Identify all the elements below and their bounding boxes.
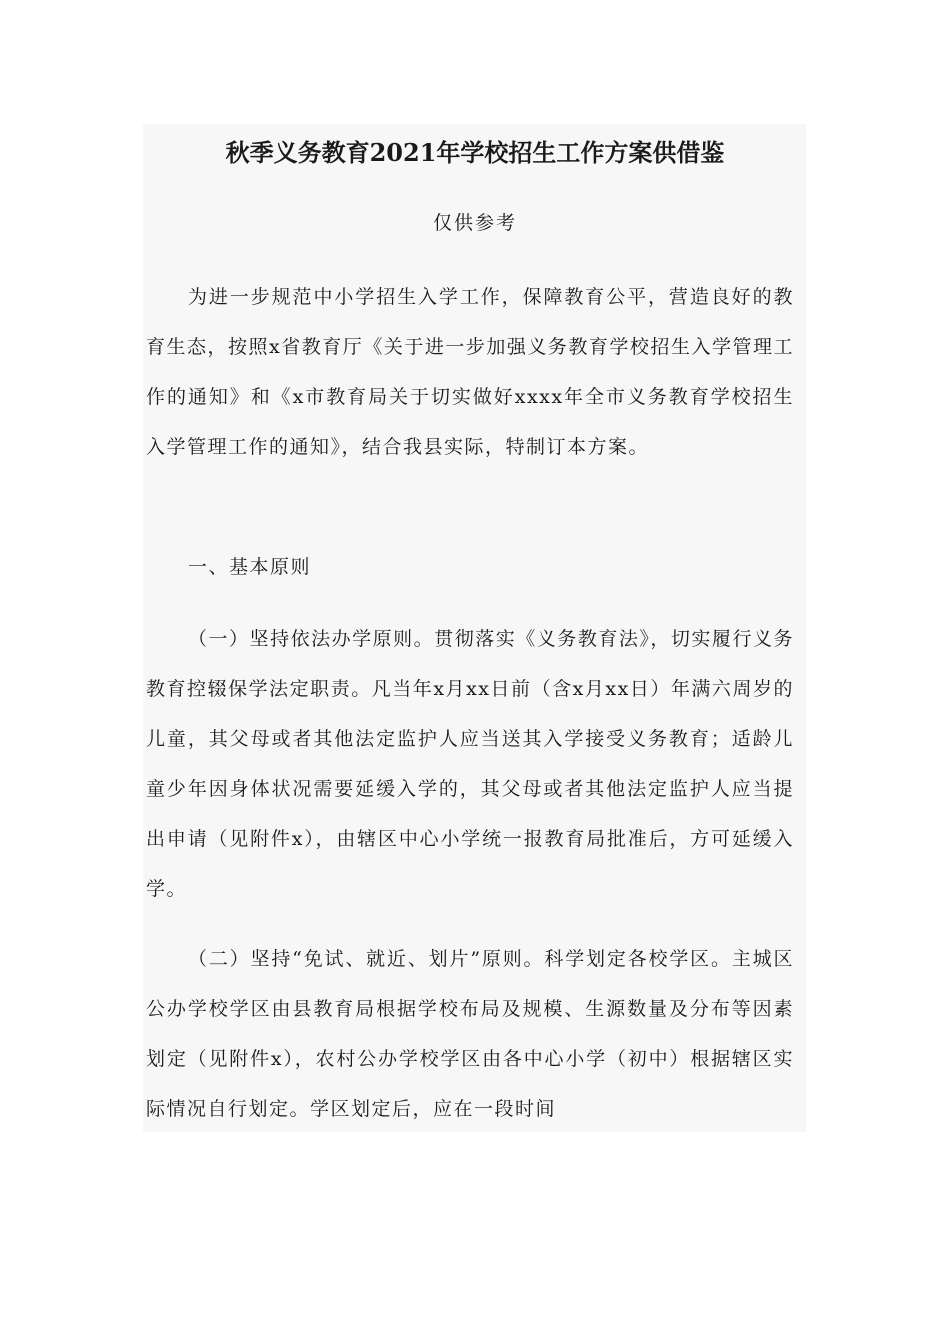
document-subtitle: 仅供参考 [432, 212, 517, 234]
principle-item-1: （一）坚持依法办学原则。贯彻落实《义务教育法》，切实履行义务教育控辍保学法定职责。凡当年x月xx日前（含x月xx日）年满六周岁的儿童，其父母或者其他法定监护人应当送其入学接受义务教育；适龄儿童少年因身体状况需要延缓入学的，其父母或者其他法定监护人应当提出申请（见附件x），由辖区中心小学统一报教育局批准后，方可延缓入学。 [146, 628, 794, 900]
intro-paragraph: 为进一步规范中小学招生入学工作，保障教育公平，营造良好的教育生态，按照x省教育厅《关于进一步加强义务教育学校招生入学管理工作的通知》和《x市教育局关于切实做好xxxx年全市义务教育学校招生入学管理工作的通知》，结合我县实际，特制订本方案。 [146, 286, 794, 458]
section-heading-basic-principles: 一、基本原则 [188, 556, 312, 578]
document-title: 秋季义务教育2021年学校招生工作方案供借鉴 [225, 138, 725, 167]
principle-item-2: （二）坚持“免试、就近、划片”原则。科学划定各校学区。主城区公办学校学区由县教育局根据学校布局及规模、生源数量及分布等因素划定（见附件x），农村公办学校学区由各中心小学（初中）根据辖区实际情况自行划定。学区划定后，应在一段时间 [146, 948, 794, 1120]
